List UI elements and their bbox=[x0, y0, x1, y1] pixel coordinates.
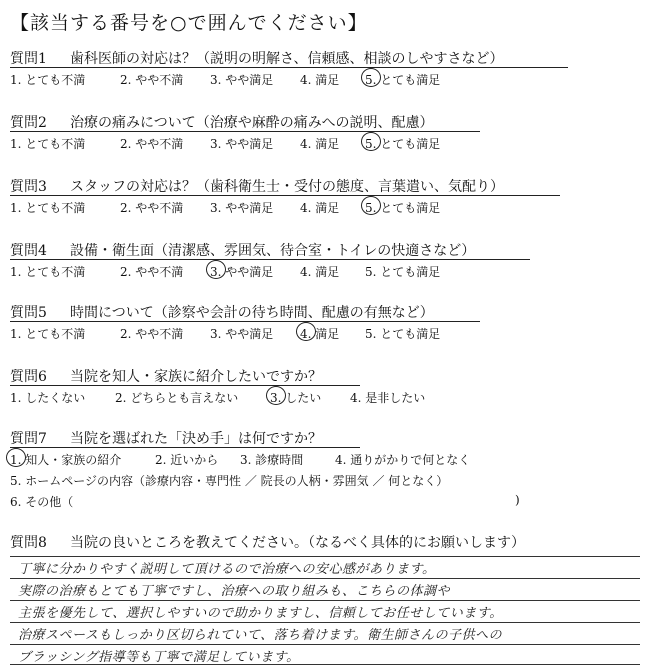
question-3 bbox=[10, 176, 640, 217]
option-2[interactable]: 2. やや不満 bbox=[120, 201, 184, 215]
options-row-1 bbox=[10, 451, 640, 469]
options-row-2 bbox=[10, 472, 640, 490]
answer-line-3 bbox=[10, 600, 640, 601]
selection-circle bbox=[206, 260, 226, 279]
question-text: 治療の痛みについて（治療や麻酔の痛みへの説明、配慮） bbox=[70, 115, 434, 131]
option-5[interactable]: 5. ホームページの内容（診療内容・専門性 ／ 院長の人柄・雰囲気 ／ 何となく） bbox=[10, 474, 449, 488]
question-6 bbox=[10, 366, 640, 407]
option-5[interactable]: 5. とても満足 bbox=[365, 265, 441, 279]
selection-circle bbox=[361, 196, 381, 215]
handwritten-answer-line: 治療スペースもしっかり区切られていて、落ち着けます。衛生師さんの子供への bbox=[18, 628, 503, 643]
options-row bbox=[10, 135, 640, 153]
option-4[interactable]: 4. 是非したい bbox=[350, 391, 426, 405]
option-3[interactable]: 3. やや満足 bbox=[210, 265, 274, 279]
option-3[interactable]: 3. したい bbox=[270, 391, 322, 405]
page-title: 【該当する番号を○で囲んでください】 bbox=[10, 12, 368, 34]
handwritten-answer-line: 実際の治療もとても丁寧ですし、治療への取り組みも、こちらの体調や bbox=[18, 584, 451, 599]
option-3[interactable]: 3. やや満足 bbox=[210, 201, 274, 215]
option-2[interactable]: 2. やや不満 bbox=[120, 73, 184, 87]
option-1[interactable]: 1. とても不満 bbox=[10, 201, 86, 215]
option-3[interactable]: 3. 診療時間 bbox=[240, 453, 304, 467]
option-2[interactable]: 2. やや不満 bbox=[120, 137, 184, 151]
question-5 bbox=[10, 302, 640, 343]
answer-line-2 bbox=[10, 578, 640, 579]
option-4[interactable]: 4. 満足 bbox=[300, 137, 340, 151]
option-3[interactable]: 3. やや満足 bbox=[210, 327, 274, 341]
option-2[interactable]: 2. どちらとも言えない bbox=[115, 391, 239, 405]
option-5[interactable]: 5. とても満足 bbox=[365, 73, 441, 87]
question-label: 質問3 bbox=[10, 179, 47, 195]
question-8 bbox=[10, 532, 640, 552]
answer-line-4 bbox=[10, 622, 640, 623]
option-3[interactable]: 3. やや満足 bbox=[210, 137, 274, 151]
question-text: スタッフの対応は？（歯科衛生士・受付の態度、言葉遣い、気配り） bbox=[70, 179, 504, 195]
selection-circle bbox=[6, 448, 26, 467]
question-underline bbox=[10, 259, 530, 260]
option-4[interactable]: 4. 満足 bbox=[300, 265, 340, 279]
option-1[interactable]: 1. 知人・家族の紹介 bbox=[10, 453, 122, 467]
question-label: 質問7 bbox=[10, 431, 47, 447]
option-1[interactable]: 1. とても不満 bbox=[10, 327, 86, 341]
option-2[interactable]: 2. 近いから bbox=[155, 453, 219, 467]
option-1[interactable]: 1. したくない bbox=[10, 391, 86, 405]
option-4[interactable]: 4. 満足 bbox=[300, 201, 340, 215]
question-label: 質問8 bbox=[10, 535, 47, 551]
question-text: 当院を選ばれた「決め手」は何ですか？ bbox=[70, 431, 322, 447]
handwritten-answer-line: 丁寧に分かりやすく説明して頂けるので治療への安心感があります。 bbox=[18, 562, 436, 577]
option-4[interactable]: 4. 満足 bbox=[300, 327, 340, 341]
question-label: 質問2 bbox=[10, 115, 47, 131]
question-text: 歯科医師の対応は？（説明の明解さ、信頼感、相談のしやすさなど） bbox=[70, 51, 504, 67]
question-underline bbox=[10, 321, 480, 322]
other-close-paren: ) bbox=[515, 493, 520, 507]
option-5[interactable]: 5. とても満足 bbox=[365, 327, 441, 341]
options-row bbox=[10, 389, 640, 407]
question-underline bbox=[10, 131, 480, 132]
options-row bbox=[10, 199, 640, 217]
question-text: 当院を知人・家族に紹介したいですか？ bbox=[70, 369, 322, 385]
option-1[interactable]: 1. とても不満 bbox=[10, 73, 86, 87]
question-underline bbox=[10, 195, 560, 196]
question-text: 時間について（診察や会計の待ち時間、配慮の有無など） bbox=[70, 305, 434, 321]
option-1[interactable]: 1. とても不満 bbox=[10, 265, 86, 279]
question-4 bbox=[10, 240, 640, 281]
question-1 bbox=[10, 48, 640, 89]
option-4[interactable]: 4. 通りがかりで何となく bbox=[335, 453, 471, 467]
option-2[interactable]: 2. やや不満 bbox=[120, 327, 184, 341]
selection-circle bbox=[266, 386, 286, 405]
question-underline bbox=[10, 67, 568, 68]
question-text: 設備・衛生面（清潔感、雰囲気、待合室・トイレの快適さなど） bbox=[70, 243, 476, 259]
option-5[interactable]: 5. とても満足 bbox=[365, 137, 441, 151]
question-2 bbox=[10, 112, 640, 153]
question-label: 質問1 bbox=[10, 51, 47, 67]
options-row-3 bbox=[10, 493, 640, 511]
option-2[interactable]: 2. やや不満 bbox=[120, 265, 184, 279]
selection-circle bbox=[296, 322, 316, 341]
option-1[interactable]: 1. とても不満 bbox=[10, 137, 86, 151]
answer-line-5 bbox=[10, 644, 640, 645]
options-row bbox=[10, 71, 640, 89]
option-6-other[interactable]: 6. その他（ bbox=[10, 495, 74, 509]
question-underline bbox=[10, 447, 360, 448]
handwritten-answer-line: ブラッシング指導等も丁寧で満足しています。 bbox=[18, 650, 300, 665]
question-text: 当院の良いところを教えてください。（なるべく具体的にお願いします） bbox=[70, 535, 525, 551]
option-4[interactable]: 4. 満足 bbox=[300, 73, 340, 87]
question-label: 質問5 bbox=[10, 305, 47, 321]
question-7 bbox=[10, 428, 640, 511]
answer-line-1 bbox=[10, 556, 640, 557]
question-label: 質問6 bbox=[10, 369, 47, 385]
option-3[interactable]: 3. やや満足 bbox=[210, 73, 274, 87]
selection-circle bbox=[361, 68, 381, 87]
options-row bbox=[10, 263, 640, 281]
question-underline bbox=[10, 385, 360, 386]
option-5[interactable]: 5. とても満足 bbox=[365, 201, 441, 215]
selection-circle bbox=[361, 132, 381, 151]
handwritten-answer-line: 主張を優先して、選択しやすいので助かりますし、信頼してお任せしています。 bbox=[18, 606, 503, 621]
question-label: 質問4 bbox=[10, 243, 47, 259]
options-row bbox=[10, 325, 640, 343]
